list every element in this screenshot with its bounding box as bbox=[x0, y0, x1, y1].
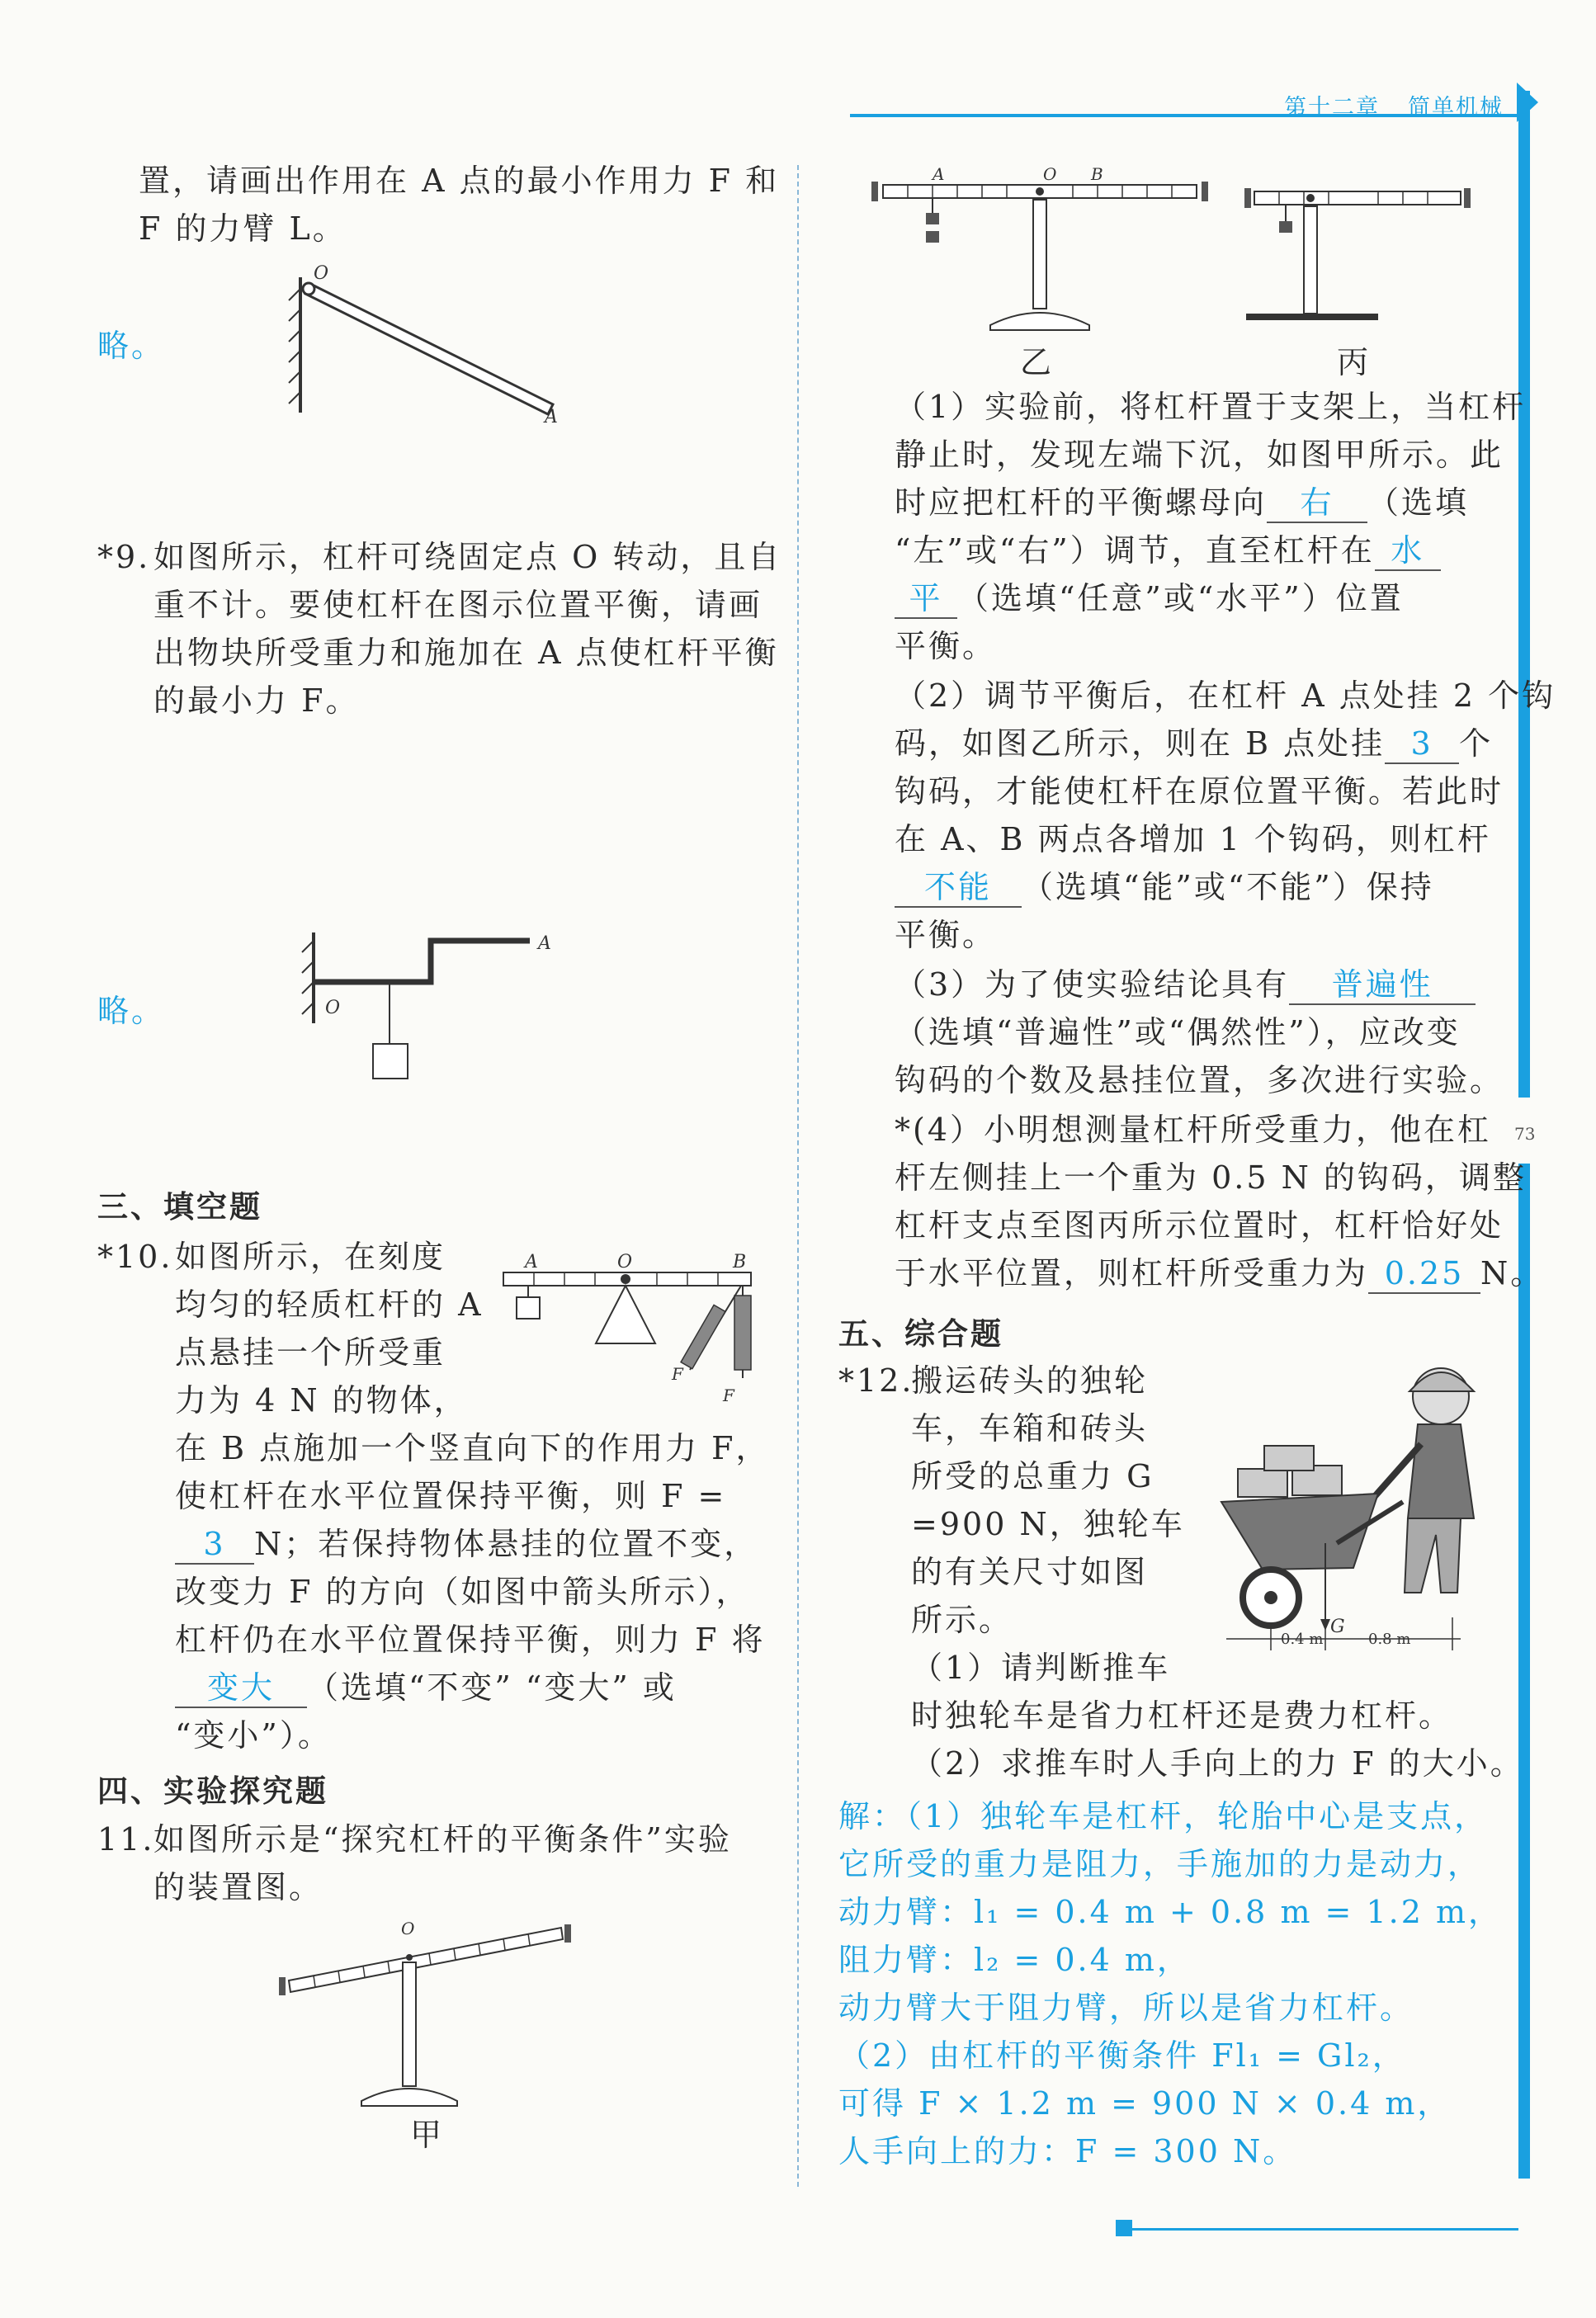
figure-yi-caption: 乙 bbox=[1020, 344, 1052, 380]
header-chapter: 第十二章 bbox=[1284, 95, 1380, 120]
q11-p2-line2-text: 码，如图乙所示，则在 B 点处挂 bbox=[895, 725, 1386, 762]
q11-p3-line1-text: （3）为了使实验结论具有 bbox=[895, 966, 1290, 1003]
q10-label-a: A bbox=[525, 1252, 538, 1272]
section-3-heading: 三、填空题 bbox=[97, 1189, 262, 1225]
q11-answer-hooks: 3 bbox=[1385, 725, 1459, 764]
q11-p1-line1: （1）实验前，将杠杆置于支架上，当杠杆 bbox=[895, 389, 1527, 425]
solution-line-1: 解：（1）独轮车是杠杆，轮胎中心是支点， bbox=[838, 1798, 1489, 1834]
q10-line7 bbox=[175, 1520, 758, 1568]
header-title: 简单机械 bbox=[1408, 95, 1504, 120]
q8-line2: F 的力臂 L。 bbox=[139, 210, 347, 247]
jia-label-o: O bbox=[401, 1919, 415, 1938]
header-right-bar bbox=[1518, 91, 1530, 1098]
yi-label-b: B bbox=[1091, 164, 1103, 184]
q10-label-f1: F bbox=[672, 1364, 683, 1384]
q11-p2-line5 bbox=[895, 863, 1434, 911]
section-4-heading: 四、实验探究题 bbox=[97, 1773, 328, 1809]
q11-p2-line4: 在 A、B 两点各增加 1 个钩码，则杠杆 bbox=[895, 821, 1491, 857]
q12-line3: 所受的总重力 G bbox=[911, 1458, 1155, 1494]
q12-number: *12. bbox=[838, 1362, 914, 1399]
q12-line1: 搬运砖头的独轮 bbox=[911, 1362, 1149, 1399]
q11-p2-line5-text: （选填“能”或“不能”）保持 bbox=[1022, 869, 1434, 905]
q9-figure bbox=[297, 924, 561, 1098]
q11-p1-line2: 静止时，发现左端下沉，如图甲所示。此 bbox=[895, 437, 1504, 473]
q9-line1: 如图所示，杠杆可绕固定点 O 转动，且自 bbox=[153, 539, 782, 575]
q11-p4-line4-text: 于水平位置，则杠杆所受重力为 bbox=[895, 1255, 1369, 1291]
q9-line2: 重不计。要使杠杆在图示位置平衡，请画 bbox=[153, 587, 763, 623]
q10-line3: 点悬挂一个所受重 bbox=[175, 1334, 446, 1371]
q11-p2-line6: 平衡。 bbox=[895, 917, 997, 953]
yi-label-a: A bbox=[933, 164, 945, 184]
q11-p1-line3 bbox=[895, 479, 1469, 526]
q11-p1-line3-tail: （选填 bbox=[1367, 484, 1470, 521]
q10-figure bbox=[495, 1246, 767, 1411]
q11-p4-line1: *(4）小明想测量杠杆所受重力，他在杠 bbox=[895, 1112, 1492, 1148]
q11-answer-cannot: 不能 bbox=[895, 868, 1022, 908]
section-5-heading: 五、综合题 bbox=[838, 1316, 1003, 1352]
wheelbarrow-dim-1: 0.4 m bbox=[1281, 1631, 1324, 1648]
q9-label-a: A bbox=[538, 933, 551, 954]
q11-p1-line6: 平衡。 bbox=[895, 628, 997, 664]
q11-p4-line3: 杠杆支点至图丙所示位置时，杠杆恰好处 bbox=[895, 1207, 1504, 1244]
page-number: 73 bbox=[1514, 1124, 1536, 1144]
q11-p2-line3: 钩码，才能使杠杆在原位置平衡。若此时 bbox=[895, 773, 1504, 810]
header-arrow bbox=[1517, 83, 1538, 122]
q8-label-o: O bbox=[314, 264, 329, 284]
q11-p3-line2: （选填“普遍性”或“偶然性”），应改变 bbox=[895, 1014, 1461, 1050]
q11-p3-line1 bbox=[895, 961, 1476, 1008]
q10-line2: 均匀的轻质杠杆的 A bbox=[175, 1286, 484, 1323]
yi-label-o: O bbox=[1043, 164, 1057, 184]
q10-line5: 在 B 点施加一个竖直向下的作用力 F， bbox=[175, 1430, 770, 1466]
q11-p2-line1: （2）调节平衡后，在杠杆 A 点处挂 2 个钩 bbox=[895, 677, 1556, 714]
q11-p3-line3: 钩码的个数及悬挂位置，多次进行实验。 bbox=[895, 1062, 1504, 1098]
solution-line-4: 阻力臂：l₂ = 0.4 m， bbox=[838, 1942, 1191, 1978]
q11-number: 11. bbox=[97, 1821, 155, 1858]
q12-sub1-line2: 时独轮车是省力杠杆还是费力杠杆。 bbox=[911, 1697, 1453, 1734]
q10-number: *10. bbox=[97, 1239, 173, 1275]
q9-line4: 的最小力 F。 bbox=[153, 682, 360, 719]
wheelbarrow-label-g: G bbox=[1330, 1617, 1345, 1637]
q8-figure bbox=[281, 264, 561, 429]
q11-line1: 如图所示是“探究杠杆的平衡条件”实验 bbox=[153, 1821, 732, 1858]
q10-answer-1: 3 bbox=[175, 1525, 254, 1565]
q8-answer: 略。 bbox=[97, 328, 166, 364]
q10-answer-2: 变大 bbox=[175, 1669, 307, 1708]
q9-line3: 出物块所受重力和施加在 A 点使杠杆平衡 bbox=[153, 635, 779, 671]
q11-p2-line2 bbox=[895, 720, 1493, 767]
column-divider bbox=[797, 165, 799, 2187]
q12-sub2: （2）求推车时人手向上的力 F 的大小。 bbox=[911, 1745, 1524, 1782]
q11-p1-line4 bbox=[895, 526, 1441, 574]
q12-line4: =900 N，独轮车 bbox=[911, 1506, 1185, 1542]
q10-line8: 改变力 F 的方向（如图中箭头所示）， bbox=[175, 1574, 750, 1610]
q11-answer-weight: 0.25 bbox=[1368, 1254, 1480, 1294]
q11-p1-line5-text: （选填“任意”或“水平”）位置 bbox=[957, 580, 1404, 616]
figure-jia-caption: 甲 bbox=[410, 2117, 442, 2153]
footer-square bbox=[1116, 2220, 1132, 2236]
solution-line-6: （2）由杠杆的平衡条件 Fl₁ = Gl₂， bbox=[838, 2037, 1406, 2074]
q10-line10-text: （选填“不变” “变大” 或 bbox=[307, 1669, 677, 1706]
q10-line4: 力为 4 N 的物体， bbox=[175, 1382, 468, 1419]
q10-line10 bbox=[175, 1664, 677, 1711]
solution-line-5: 动力臂大于阻力臂，所以是省力杠杆。 bbox=[838, 1990, 1414, 2026]
q11-p1-line5 bbox=[895, 574, 1404, 622]
q10-line7-text: N；若保持物体悬挂的位置不变， bbox=[254, 1526, 758, 1562]
q12-line2: 车，车箱和砖头 bbox=[911, 1410, 1149, 1447]
q11-answer-horizontal-1: 水 bbox=[1375, 531, 1441, 571]
q11-p1-line4-text: “左”或“右”）调节，直至杠杆在 bbox=[895, 532, 1375, 569]
q11-answer-horizontal-2: 平 bbox=[895, 579, 957, 619]
q11-p1-line3-text: 时应把杠杆的平衡螺母向 bbox=[895, 484, 1268, 521]
q11-answer-right: 右 bbox=[1267, 484, 1367, 523]
q12-line5: 的有关尺寸如图 bbox=[911, 1554, 1149, 1590]
q11-p4-line4-tail: N。 bbox=[1480, 1255, 1545, 1291]
q11-line2: 的装置图。 bbox=[153, 1869, 323, 1905]
q9-answer: 略。 bbox=[97, 993, 166, 1029]
q10-label-f2: F bbox=[723, 1386, 734, 1405]
wheelbarrow-dim-2: 0.8 m bbox=[1368, 1631, 1411, 1648]
q10-label-o: O bbox=[617, 1252, 633, 1272]
q9-label-o: O bbox=[325, 998, 341, 1018]
q11-answer-universal: 普遍性 bbox=[1289, 965, 1476, 1005]
q10-line6: 使杠杆在水平位置保持平衡，则 F = bbox=[175, 1478, 727, 1514]
q8-line1: 置，请画出作用在 A 点的最小作用力 F 和 bbox=[139, 163, 780, 199]
q8-label-a: A bbox=[545, 407, 558, 427]
q11-p2-line2-tail: 个 bbox=[1459, 725, 1494, 762]
q9-number: *9. bbox=[97, 539, 151, 575]
q10-line11: “变小”）。 bbox=[175, 1717, 332, 1754]
figure-bing-caption: 丙 bbox=[1337, 344, 1369, 380]
figure-jia bbox=[272, 1914, 586, 2113]
solution-line-2: 它所受的重力是阻力，手施加的力是动力， bbox=[838, 1846, 1482, 1882]
wheelbarrow-figure bbox=[1213, 1353, 1510, 1667]
right-bar-lower bbox=[1518, 1164, 1530, 2179]
q10-line1: 如图所示，在刻度 bbox=[175, 1239, 446, 1275]
solution-line-7: 可得 F × 1.2 m = 900 N × 0.4 m， bbox=[838, 2085, 1452, 2122]
q11-p4-line4 bbox=[895, 1249, 1544, 1297]
q10-label-b: B bbox=[733, 1252, 747, 1272]
figure-bing bbox=[1238, 177, 1477, 333]
q12-line6: 所示。 bbox=[911, 1602, 1013, 1638]
solution-line-3: 动力臂：l₁ = 0.4 m + 0.8 m = 1.2 m， bbox=[838, 1894, 1503, 1930]
solution-line-8: 人手向上的力：F = 300 N。 bbox=[838, 2133, 1297, 2169]
q11-p4-line2: 杆左侧挂上一个重为 0.5 N 的钩码，调整 bbox=[895, 1159, 1527, 1196]
footer-rule bbox=[1122, 2228, 1518, 2231]
figure-yi bbox=[866, 162, 1213, 335]
q10-line9: 杠杆仍在水平位置保持平衡，则力 F 将 bbox=[175, 1622, 766, 1658]
q12-sub1-line1: （1）请判断推车 bbox=[911, 1650, 1171, 1686]
